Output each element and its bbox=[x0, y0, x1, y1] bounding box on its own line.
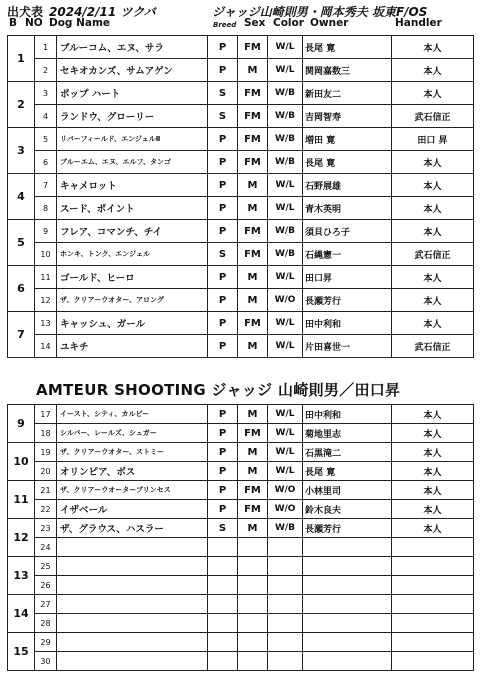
brace-number: 13 bbox=[8, 557, 35, 595]
breed: S bbox=[208, 243, 238, 266]
handler bbox=[392, 576, 474, 595]
owner: 増田 寛 bbox=[303, 128, 392, 151]
owner: 青木英明 bbox=[303, 197, 392, 220]
dog-name: ゴールド、ヒーロ bbox=[57, 266, 208, 289]
dog-name: ザ、グラウス、ハスラー bbox=[57, 519, 208, 538]
table-row bbox=[8, 595, 474, 614]
owner: 新田友二 bbox=[303, 82, 392, 105]
col-color: Color bbox=[273, 17, 304, 29]
owner: 長瀬芳行 bbox=[303, 289, 392, 312]
table-row bbox=[8, 633, 474, 652]
entries-table-1 bbox=[7, 35, 474, 358]
breed bbox=[208, 652, 238, 671]
entry-number: 7 bbox=[35, 174, 57, 197]
handler: 本人 bbox=[392, 151, 474, 174]
table-row bbox=[8, 652, 474, 671]
breed: P bbox=[208, 59, 238, 82]
owner: 長尾 寛 bbox=[303, 462, 392, 481]
sex: FM bbox=[238, 243, 268, 266]
color: W/B bbox=[268, 82, 303, 105]
owner: 田口昇 bbox=[303, 266, 392, 289]
sex: FM bbox=[238, 481, 268, 500]
entry-number: 6 bbox=[35, 151, 57, 174]
table-row bbox=[8, 266, 474, 289]
brace-number: 14 bbox=[8, 595, 35, 633]
owner: 長尾 寛 bbox=[303, 151, 392, 174]
color: W/O bbox=[268, 481, 303, 500]
entry-number: 27 bbox=[35, 595, 57, 614]
dog-name: キャメロット bbox=[57, 174, 208, 197]
dog-name: ザ、クリアーウオター、アロング bbox=[57, 289, 208, 312]
handler: 本人 bbox=[392, 500, 474, 519]
color bbox=[268, 633, 303, 652]
color bbox=[268, 576, 303, 595]
sex: M bbox=[238, 59, 268, 82]
handler: 本人 bbox=[392, 197, 474, 220]
table-row bbox=[8, 174, 474, 197]
dog-name: オリンピア、ボス bbox=[57, 462, 208, 481]
breed: P bbox=[208, 289, 238, 312]
entry-number: 12 bbox=[35, 289, 57, 312]
handler: 本人 bbox=[392, 174, 474, 197]
sex bbox=[238, 614, 268, 633]
color: W/L bbox=[268, 36, 303, 59]
owner: 鈴木良夫 bbox=[303, 500, 392, 519]
sex: FM bbox=[238, 312, 268, 335]
brace-number: 1 bbox=[8, 36, 35, 82]
breed: P bbox=[208, 266, 238, 289]
owner: 長尾 寛 bbox=[303, 36, 392, 59]
handler: 本人 bbox=[392, 312, 474, 335]
dog-name: ホンキ、トンク、エンジェル bbox=[57, 243, 208, 266]
entry-number: 5 bbox=[35, 128, 57, 151]
handler: 武石信正 bbox=[392, 243, 474, 266]
sex bbox=[238, 538, 268, 557]
sex: FM bbox=[238, 128, 268, 151]
dog-name: イースト、シティ、カルビー bbox=[57, 405, 208, 424]
brace-number: 10 bbox=[8, 443, 35, 481]
sex: FM bbox=[238, 151, 268, 174]
color: W/L bbox=[268, 197, 303, 220]
handler bbox=[392, 595, 474, 614]
owner: 吉岡智寿 bbox=[303, 105, 392, 128]
brace-number: 11 bbox=[8, 481, 35, 519]
col-b: B bbox=[9, 17, 18, 29]
entry-number: 3 bbox=[35, 82, 57, 105]
dog-name bbox=[57, 595, 208, 614]
table-row bbox=[8, 519, 474, 538]
dog-name bbox=[57, 633, 208, 652]
sex: M bbox=[238, 519, 268, 538]
table-row bbox=[8, 576, 474, 595]
table-row bbox=[8, 424, 474, 443]
dog-name bbox=[57, 614, 208, 633]
handler: 本人 bbox=[392, 462, 474, 481]
breed bbox=[208, 633, 238, 652]
breed: P bbox=[208, 197, 238, 220]
handler: 本人 bbox=[392, 519, 474, 538]
handler: 本人 bbox=[392, 481, 474, 500]
sex: FM bbox=[238, 424, 268, 443]
handler: 本人 bbox=[392, 266, 474, 289]
owner: 石野展雄 bbox=[303, 174, 392, 197]
owner bbox=[303, 595, 392, 614]
table-row bbox=[8, 443, 474, 462]
breed: P bbox=[208, 335, 238, 358]
entry-number: 23 bbox=[35, 519, 57, 538]
breed bbox=[208, 538, 238, 557]
breed: S bbox=[208, 105, 238, 128]
table-row bbox=[8, 59, 474, 82]
handler: 本人 bbox=[392, 289, 474, 312]
dog-name: スード、ポイント bbox=[57, 197, 208, 220]
sex: M bbox=[238, 462, 268, 481]
table-row bbox=[8, 500, 474, 519]
entry-number: 19 bbox=[35, 443, 57, 462]
breed bbox=[208, 576, 238, 595]
owner bbox=[303, 576, 392, 595]
brace-number: 12 bbox=[8, 519, 35, 557]
handler bbox=[392, 614, 474, 633]
color: W/O bbox=[268, 289, 303, 312]
table-row bbox=[8, 197, 474, 220]
owner: 田中利和 bbox=[303, 312, 392, 335]
breed: S bbox=[208, 82, 238, 105]
handler: 武石信正 bbox=[392, 335, 474, 358]
col-dog: Dog Name bbox=[49, 17, 111, 29]
breed: P bbox=[208, 312, 238, 335]
date-venue: 2024/2/11 ツクバ bbox=[49, 5, 156, 19]
brace-number: 4 bbox=[8, 174, 35, 220]
table-row bbox=[8, 405, 474, 424]
breed bbox=[208, 614, 238, 633]
sex: M bbox=[238, 335, 268, 358]
col-no: NO bbox=[25, 17, 43, 29]
entry-number: 30 bbox=[35, 652, 57, 671]
brace-number: 6 bbox=[8, 266, 35, 312]
handler bbox=[392, 557, 474, 576]
judges-line: ジャッジ山崎則男・岡本秀夫 坂東F/OS bbox=[212, 5, 428, 19]
sex bbox=[238, 633, 268, 652]
breed: P bbox=[208, 220, 238, 243]
owner: 小林里司 bbox=[303, 481, 392, 500]
entry-number: 14 bbox=[35, 335, 57, 358]
table-row bbox=[8, 151, 474, 174]
color: W/B bbox=[268, 519, 303, 538]
sex bbox=[238, 576, 268, 595]
sex bbox=[238, 652, 268, 671]
entry-number: 1 bbox=[35, 36, 57, 59]
table-row bbox=[8, 243, 474, 266]
table-row bbox=[8, 538, 474, 557]
dog-name: ザ、クリアーウオター、ストミー bbox=[57, 443, 208, 462]
dog-name: フレア、コマンチ、チイ bbox=[57, 220, 208, 243]
color: W/O bbox=[268, 500, 303, 519]
dog-name: キャッシュ、ガール bbox=[57, 312, 208, 335]
table-row bbox=[8, 312, 474, 335]
dog-name: ブルーエム、エヌ、エルフ、タンゴ bbox=[57, 151, 208, 174]
sex: M bbox=[238, 405, 268, 424]
entries-table-2 bbox=[7, 404, 474, 671]
color: W/L bbox=[268, 174, 303, 197]
entry-number: 20 bbox=[35, 462, 57, 481]
owner bbox=[303, 614, 392, 633]
sex: M bbox=[238, 174, 268, 197]
table-row bbox=[8, 462, 474, 481]
color bbox=[268, 614, 303, 633]
entry-number: 17 bbox=[35, 405, 57, 424]
handler: 田口 昇 bbox=[392, 128, 474, 151]
color: W/B bbox=[268, 128, 303, 151]
dog-name: ポップ ハート bbox=[57, 82, 208, 105]
color: W/L bbox=[268, 424, 303, 443]
brace-number: 3 bbox=[8, 128, 35, 174]
sex: FM bbox=[238, 220, 268, 243]
sex bbox=[238, 595, 268, 614]
col-handler: Handler bbox=[395, 17, 442, 29]
handler: 本人 bbox=[392, 405, 474, 424]
table-row bbox=[8, 105, 474, 128]
sex: FM bbox=[238, 36, 268, 59]
dog-name: シルバー、レールズ、シュガー bbox=[57, 424, 208, 443]
breed: P bbox=[208, 500, 238, 519]
color: W/B bbox=[268, 220, 303, 243]
entry-number: 21 bbox=[35, 481, 57, 500]
breed bbox=[208, 595, 238, 614]
handler: 本人 bbox=[392, 36, 474, 59]
color: W/L bbox=[268, 335, 303, 358]
table-row bbox=[8, 335, 474, 358]
entry-number: 8 bbox=[35, 197, 57, 220]
dog-name bbox=[57, 557, 208, 576]
dog-name: リバーフィールド、エンジェルⅡ bbox=[57, 128, 208, 151]
color: W/L bbox=[268, 312, 303, 335]
sex: FM bbox=[238, 82, 268, 105]
handler bbox=[392, 633, 474, 652]
entry-number: 29 bbox=[35, 633, 57, 652]
entry-number: 4 bbox=[35, 105, 57, 128]
owner: 片田喜世一 bbox=[303, 335, 392, 358]
handler: 本人 bbox=[392, 443, 474, 462]
col-sex: Sex bbox=[244, 17, 266, 29]
owner bbox=[303, 538, 392, 557]
title-label: 出犬表 bbox=[7, 5, 44, 19]
dog-name: セキオカンズ、サムアゲン bbox=[57, 59, 208, 82]
handler: 本人 bbox=[392, 82, 474, 105]
entry-number: 28 bbox=[35, 614, 57, 633]
dog-name: ブルーコム、エヌ、サラ bbox=[57, 36, 208, 59]
table-row bbox=[8, 82, 474, 105]
owner bbox=[303, 652, 392, 671]
breed: P bbox=[208, 443, 238, 462]
dog-name bbox=[57, 652, 208, 671]
breed: P bbox=[208, 128, 238, 151]
breed: P bbox=[208, 151, 238, 174]
breed: P bbox=[208, 174, 238, 197]
table-row bbox=[8, 481, 474, 500]
handler: 本人 bbox=[392, 220, 474, 243]
dog-name: ユキチ bbox=[57, 335, 208, 358]
owner: 菊地里志 bbox=[303, 424, 392, 443]
owner bbox=[303, 633, 392, 652]
owner: 長瀬芳行 bbox=[303, 519, 392, 538]
sex: M bbox=[238, 443, 268, 462]
sex: M bbox=[238, 289, 268, 312]
color: W/L bbox=[268, 462, 303, 481]
entry-number: 24 bbox=[35, 538, 57, 557]
color: W/B bbox=[268, 105, 303, 128]
sex: FM bbox=[238, 105, 268, 128]
dog-name bbox=[57, 538, 208, 557]
dog-name bbox=[57, 576, 208, 595]
sex bbox=[238, 557, 268, 576]
entry-number: 18 bbox=[35, 424, 57, 443]
entry-number: 2 bbox=[35, 59, 57, 82]
color: W/B bbox=[268, 151, 303, 174]
dog-name: ザ、クリアーウオータープリンセス bbox=[57, 481, 208, 500]
color bbox=[268, 595, 303, 614]
breed: P bbox=[208, 462, 238, 481]
owner: 須貝ひろ子 bbox=[303, 220, 392, 243]
owner: 石黒滝二 bbox=[303, 443, 392, 462]
handler: 武石信正 bbox=[392, 105, 474, 128]
color bbox=[268, 557, 303, 576]
owner: 関岡嘉数三 bbox=[303, 59, 392, 82]
sex: M bbox=[238, 197, 268, 220]
entry-number: 13 bbox=[35, 312, 57, 335]
owner bbox=[303, 557, 392, 576]
dog-name: ランドウ、グローリー bbox=[57, 105, 208, 128]
table-row bbox=[8, 220, 474, 243]
entry-number: 26 bbox=[35, 576, 57, 595]
entry-number: 9 bbox=[35, 220, 57, 243]
color: W/L bbox=[268, 443, 303, 462]
owner: 石縄憲一 bbox=[303, 243, 392, 266]
table-row bbox=[8, 289, 474, 312]
handler: 本人 bbox=[392, 424, 474, 443]
owner: 田中利和 bbox=[303, 405, 392, 424]
col-breed: Breed bbox=[213, 21, 237, 29]
breed: P bbox=[208, 405, 238, 424]
brace-number: 5 bbox=[8, 220, 35, 266]
handler bbox=[392, 652, 474, 671]
table-row bbox=[8, 557, 474, 576]
entry-number: 10 bbox=[35, 243, 57, 266]
breed: P bbox=[208, 424, 238, 443]
handler bbox=[392, 538, 474, 557]
color bbox=[268, 652, 303, 671]
brace-number: 15 bbox=[8, 633, 35, 671]
amateur-section-title: AMTEUR SHOOTING ジャッジ 山崎則男／田口昇 bbox=[36, 381, 401, 399]
dog-name: イザベール bbox=[57, 500, 208, 519]
brace-number: 2 bbox=[8, 82, 35, 128]
sex: FM bbox=[238, 500, 268, 519]
sex: M bbox=[238, 266, 268, 289]
handler: 本人 bbox=[392, 59, 474, 82]
color: W/L bbox=[268, 405, 303, 424]
breed: P bbox=[208, 36, 238, 59]
col-owner: Owner bbox=[310, 17, 349, 29]
table-row bbox=[8, 36, 474, 59]
color: W/L bbox=[268, 59, 303, 82]
breed: P bbox=[208, 481, 238, 500]
color: W/L bbox=[268, 266, 303, 289]
color bbox=[268, 538, 303, 557]
table-row bbox=[8, 614, 474, 633]
breed bbox=[208, 557, 238, 576]
breed: S bbox=[208, 519, 238, 538]
entry-number: 25 bbox=[35, 557, 57, 576]
entry-number: 11 bbox=[35, 266, 57, 289]
color: W/B bbox=[268, 243, 303, 266]
table-row bbox=[8, 128, 474, 151]
brace-number: 9 bbox=[8, 405, 35, 443]
entry-number: 22 bbox=[35, 500, 57, 519]
brace-number: 7 bbox=[8, 312, 35, 358]
